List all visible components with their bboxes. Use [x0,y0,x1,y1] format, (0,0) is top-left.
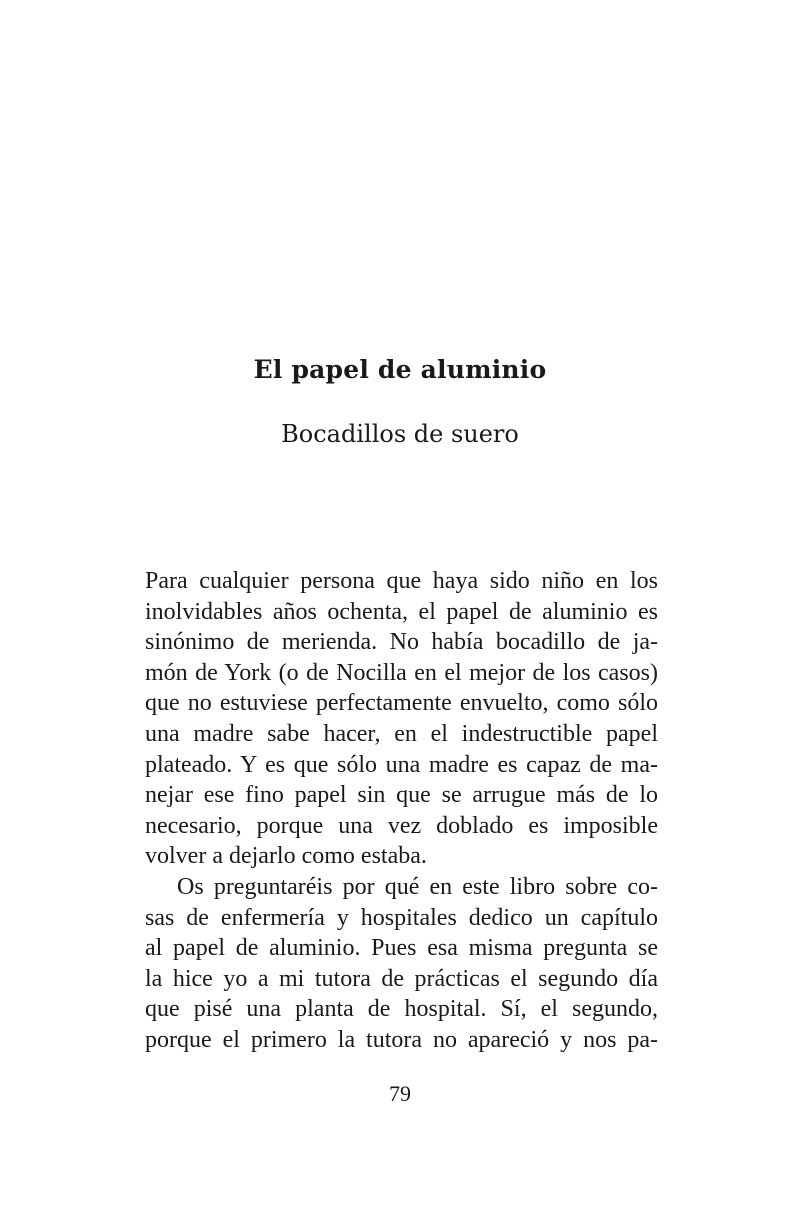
text-line: que pisé una planta de hospital. Sí, el segundo, [145,996,658,1023]
body-text [145,566,658,1056]
text-line: sinónimo de merienda. No había bocadillo de ja- [145,629,658,656]
text-line: necesario, porque una vez doblado es imposible [145,812,658,839]
text-line: món de York (o de Nocilla en el mejor de los casos) [145,659,658,686]
page-number: 79 [389,1081,411,1106]
chapter-title: El papel de aluminio [253,355,547,384]
text-line: inolvidables años ochenta, el papel de aluminio es [145,598,658,625]
text-line: una madre sabe hacer, en el indestructible papel [145,720,658,747]
text-line: al papel de aluminio. Pues esa misma pregunta se [145,935,658,962]
text-line: nejar ese fino papel sin que se arrugue más de lo [145,782,658,809]
text-line: porque el primero la tutora no apareció y nos pa- [145,1026,658,1053]
text-line: sas de enfermería y hospitales dedico un capítulo [145,904,658,931]
text-line: Para cualquier persona que haya sido niño en los [145,568,658,594]
text-line: que no estuviese perfectamente envuelto, como sólo [145,690,658,717]
text-line: Os preguntaréis por qué en este libro sobre co- [177,873,658,900]
text-line: plateado. Y es que sólo una madre es capaz de ma- [145,751,658,778]
text-line: la hice yo a mi tutora de prácticas el segundo día [145,965,658,992]
text-line: volver a dejarlo como estaba. [145,843,427,870]
chapter-subtitle: Bocadillos de suero [281,420,519,448]
